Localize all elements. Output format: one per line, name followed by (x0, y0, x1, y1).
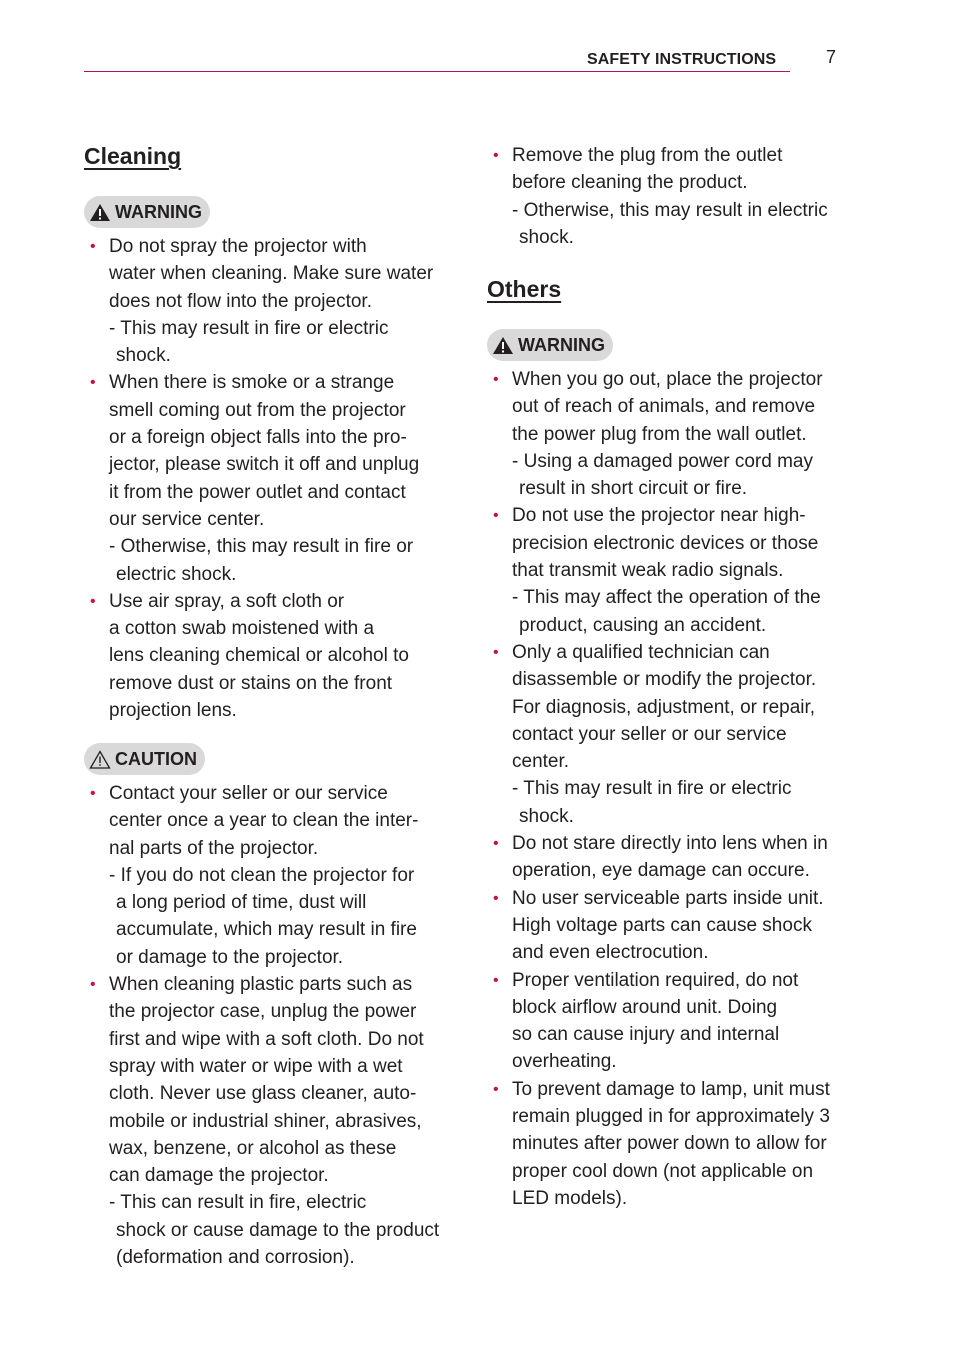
cleaning-warning-list (84, 233, 454, 724)
bullet-icon: • (90, 785, 96, 802)
item-note-line: product, causing an accident. (519, 614, 767, 636)
item-text-line: Do not spray the projector with (109, 236, 367, 257)
item-text-line: When cleaning plastic parts such as (109, 974, 413, 996)
item-note-line: - This may result in fire or electric (109, 317, 389, 339)
others-heading: Others (487, 276, 562, 302)
item-text-line: center once a year to clean the inter- (109, 810, 419, 832)
item-text-line: and even electrocution. (512, 942, 709, 964)
item-text-line: When there is smoke or a strange (109, 372, 395, 394)
item-note-line: (deformation and corrosion). (116, 1247, 355, 1269)
page-number: 7 (826, 47, 837, 67)
list-item (487, 639, 857, 830)
item-note-line: electric shock. (116, 563, 237, 585)
bullet-icon: • (90, 592, 96, 610)
item-text-line: Proper ventilation required, do not (512, 969, 799, 991)
cleaning-continued-list (487, 142, 857, 251)
item-text-line: nal parts of the projector. (109, 837, 319, 859)
item-text-line: that transmit weak radio signals. (512, 560, 784, 582)
cleaning-heading: Cleaning (84, 143, 182, 169)
item-text-line: minutes after power down to allow for (512, 1133, 827, 1155)
cleaning-warning-badge (84, 196, 210, 228)
item-note-line: - Otherwise, this may result in fire or (109, 536, 414, 558)
item-text-line: block airflow around unit. Doing (512, 996, 778, 1018)
item-text-line: contact your seller or our service (512, 723, 787, 745)
item-text-line: projection lens. (109, 700, 237, 722)
bullet-icon: • (493, 643, 499, 661)
item-text-line: remain plugged in for approximately 3 (512, 1106, 830, 1128)
list-item (487, 967, 857, 1076)
item-text-line: High voltage parts can cause shock (512, 914, 812, 936)
caution-label: CAUTION (115, 748, 197, 769)
warning-label: WARNING (518, 334, 605, 355)
item-note-line: - Otherwise, this may result in electric (512, 199, 828, 221)
item-text-line: center. (512, 751, 570, 773)
list-item (84, 369, 454, 587)
item-text-line: mobile or industrial shiner, abrasives, (109, 1110, 422, 1132)
item-text-line: overheating. (512, 1051, 617, 1073)
item-text-line: spray with water or wipe with a wet (109, 1055, 403, 1077)
warning-label: WARNING (115, 201, 202, 222)
item-text-line: proper cool down (not applicable on (512, 1160, 814, 1182)
item-text-line: Only a qualified technician can (512, 641, 770, 663)
item-note-line: - This can result in fire, electric (109, 1192, 367, 1214)
list-item (84, 780, 454, 971)
item-text-line: a cotton swab moistened with a (109, 618, 375, 640)
bullet-icon: • (493, 507, 499, 525)
cleaning-caution-badge (84, 743, 205, 775)
item-note-line: accumulate, which may result in fire (116, 919, 417, 941)
item-text-line: it from the power outlet and contact (109, 481, 406, 503)
bullet-icon: • (493, 371, 499, 388)
bullet-icon: • (90, 374, 96, 392)
item-text-line: jector, please switch it off and unplug (109, 454, 420, 476)
bullet-icon: • (493, 971, 499, 989)
cleaning-caution-list (84, 780, 454, 1271)
item-text-line: so can cause injury and internal (512, 1024, 780, 1046)
warning-filled-icon (492, 336, 514, 355)
item-text-line: remove dust or stains on the front (109, 672, 393, 694)
bullet-icon: • (90, 976, 96, 994)
item-note-line: a long period of time, dust will (116, 892, 367, 914)
others-warning-badge (487, 329, 613, 361)
item-text-line: disassemble or modify the projector. (512, 669, 817, 691)
item-text-line: out of reach of animals, and remove (512, 396, 816, 418)
item-text-line: To prevent damage to lamp, unit must (512, 1078, 830, 1100)
item-note-line: - If you do not clean the projector for (109, 864, 415, 886)
item-text-line: LED models). (512, 1187, 628, 1209)
item-text-line: can damage the projector. (109, 1165, 329, 1187)
list-item (487, 366, 857, 502)
item-text-line: does not flow into the projector. (109, 290, 372, 312)
item-note-line: result in short circuit or fire. (519, 478, 748, 500)
item-text-line: or a foreign object falls into the pro- (109, 427, 407, 449)
item-text-line: Remove the plug from the outlet (512, 145, 783, 166)
item-text-line: lens cleaning chemical or alcohol to (109, 645, 409, 667)
item-text-line: Do not use the projector near high- (512, 505, 806, 527)
item-text-line: before cleaning the product. (512, 172, 748, 194)
item-text-line: Contact your seller or our service (109, 783, 388, 804)
caution-outline-icon (89, 750, 111, 769)
item-note-line: shock. (116, 345, 171, 367)
bullet-icon: • (493, 835, 499, 853)
item-text-line: operation, eye damage can occure. (512, 860, 810, 882)
item-note-line: - This may affect the operation of the (512, 587, 821, 609)
item-note-line: shock. (519, 226, 574, 248)
list-item (487, 142, 857, 251)
bullet-icon: • (493, 1080, 499, 1098)
item-text-line: For diagnosis, adjustment, or repair, (512, 696, 816, 718)
bullet-icon: • (90, 238, 96, 255)
list-item (487, 1076, 857, 1212)
item-text-line: When you go out, place the projector (512, 369, 823, 390)
list-item (84, 971, 454, 1271)
item-note-line: - This may result in fire or electric (512, 778, 792, 800)
item-text-line: wax, benzene, or alcohol as these (109, 1137, 397, 1159)
item-text-line: precision electronic devices or those (512, 532, 819, 554)
item-note-line: - Using a damaged power cord may (512, 450, 813, 472)
list-item (487, 885, 857, 967)
section-header-title: SAFETY INSTRUCTIONS (587, 51, 777, 68)
item-text-line: our service center. (109, 508, 265, 530)
others-warning-list (487, 366, 857, 1212)
item-text-line: water when cleaning. Make sure water (109, 263, 434, 285)
item-text-line: No user serviceable parts inside unit. (512, 887, 824, 909)
item-text-line: the power plug from the wall outlet. (512, 423, 807, 445)
item-text-line: Do not stare directly into lens when in (512, 833, 828, 855)
item-note-line: shock or cause damage to the product (116, 1219, 440, 1241)
item-note-line: or damage to the projector. (116, 946, 344, 968)
bullet-icon: • (493, 147, 499, 164)
item-text-line: the projector case, unplug the power (109, 1001, 417, 1023)
bullet-icon: • (493, 889, 499, 907)
warning-filled-icon (89, 203, 111, 222)
list-item (487, 830, 857, 885)
item-text-line: first and wipe with a soft cloth. Do not (109, 1028, 424, 1050)
list-item (84, 588, 454, 724)
item-note-line: shock. (519, 805, 574, 827)
list-item (487, 502, 857, 638)
item-text-line: cloth. Never use glass cleaner, auto- (109, 1083, 417, 1105)
header-rule (84, 71, 790, 72)
item-text-line: Use air spray, a soft cloth or (109, 590, 345, 612)
item-text-line: smell coming out from the projector (109, 399, 406, 421)
list-item (84, 233, 454, 369)
